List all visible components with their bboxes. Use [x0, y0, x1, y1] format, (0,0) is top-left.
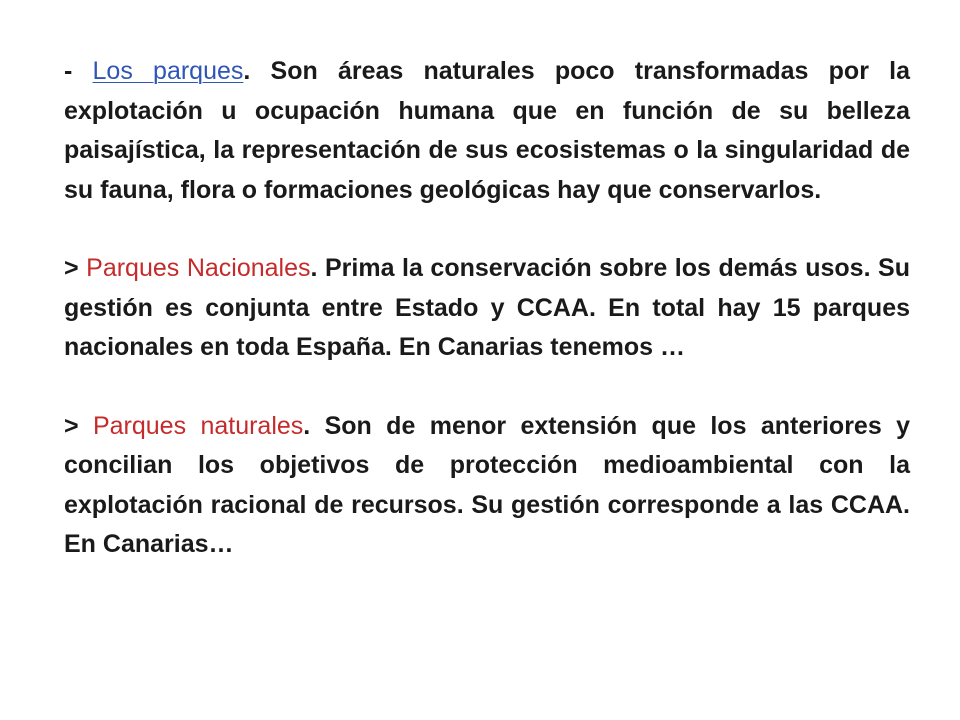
- spacer: [44, 368, 910, 407]
- paragraph-parques-text: . Son áreas naturales poco transformadas por la explotación u ocupación humana que en función de su belleza paisajística, la representación de sus ecosistemas o la singularidad de su fauna, flora o formaciones geológicas hay que conservarlos.: [64, 57, 910, 204]
- term-parques-naturales: Parques naturales: [92, 411, 304, 440]
- paragraph-naturales-text: . Son de menor extensión que los anteriores y concilian los objetivos de protección medioambiental con la explotación racional de recursos. Su gestión corresponde a las CCAA. En Canarias…: [64, 411, 910, 558]
- spacer: [44, 210, 910, 249]
- link-los-parques[interactable]: Los parques: [92, 57, 244, 85]
- dash-prefix: -: [64, 57, 93, 85]
- paragraph-parques-nacionales: [44, 249, 910, 368]
- paragraph-parques-naturales: [44, 407, 910, 565]
- arrow-prefix: >: [64, 254, 87, 282]
- paragraph-nacionales-text: . Prima la conservación sobre los demás usos. Su gestión es conjunta entre Estado y CCAA. En total hay 15 parques nacionales en toda España. En Canarias tenemos …: [64, 254, 911, 361]
- paragraph-parques: [44, 52, 910, 210]
- term-parques-nacionales: Parques Nacionales: [86, 254, 311, 282]
- slide-body: [44, 52, 910, 565]
- arrow-prefix: >: [64, 411, 93, 440]
